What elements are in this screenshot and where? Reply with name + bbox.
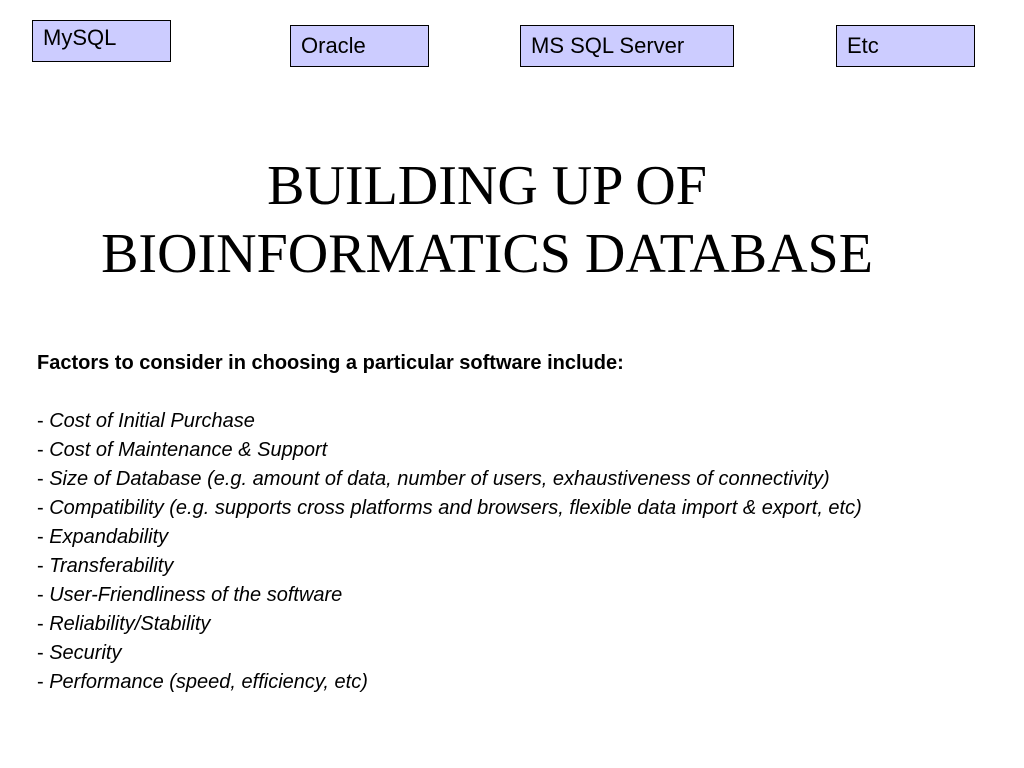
factor-item: - Reliability/Stability — [37, 613, 211, 635]
factor-text: Cost of Initial Purchase — [49, 410, 255, 432]
slide-title-line-2: BIOINFORMATICS DATABASE — [101, 223, 873, 285]
mysql-box — [32, 20, 171, 62]
factor-item: - Cost of Maintenance & Support — [37, 439, 328, 461]
factor-text: Transferability — [49, 555, 174, 577]
factor-text: Size of Database (e.g. amount of data, number of users, exhaustiveness of connectivity) — [49, 468, 830, 490]
etc-label: Etc — [847, 33, 879, 58]
factor-item: - Size of Database (e.g. amount of data, number of users, exhaustiveness of connectivity) — [37, 468, 830, 490]
oracle-label: Oracle — [301, 33, 366, 58]
factors-list — [37, 407, 977, 697]
slide-title — [0, 152, 974, 288]
factor-item: - Expandability — [37, 526, 169, 548]
factor-text: Security — [49, 642, 122, 664]
oracle-box — [290, 25, 429, 67]
slide-title-line-1: BUILDING UP OF — [267, 155, 707, 217]
ms-sql-server-label: MS SQL Server — [531, 33, 685, 58]
factor-text: Expandability — [49, 526, 169, 548]
slide-body — [37, 349, 977, 697]
factor-text: Performance (speed, efficiency, etc) — [49, 671, 368, 693]
factor-text: User-Friendliness of the software — [49, 584, 343, 606]
ms-sql-server-box — [520, 25, 734, 67]
factor-text: Cost of Maintenance & Support — [49, 439, 328, 461]
factor-item: - Security — [37, 642, 122, 664]
factor-item: - Cost of Initial Purchase — [37, 410, 255, 432]
factor-item: - Compatibility (e.g. supports cross platforms and browsers, flexible data import & export, etc) — [37, 497, 862, 519]
factors-intro: Factors to consider in choosing a particular software include: — [37, 352, 624, 374]
etc-box — [836, 25, 975, 67]
factor-text: Reliability/Stability — [49, 613, 211, 635]
factor-text: Compatibility (e.g. supports cross platforms and browsers, flexible data import & export, etc) — [49, 497, 862, 519]
factor-item: - Transferability — [37, 555, 174, 577]
factor-item: - User-Friendliness of the software — [37, 584, 343, 606]
mysql-label: MySQL — [43, 25, 117, 50]
factor-item: - Performance (speed, efficiency, etc) — [37, 671, 368, 693]
